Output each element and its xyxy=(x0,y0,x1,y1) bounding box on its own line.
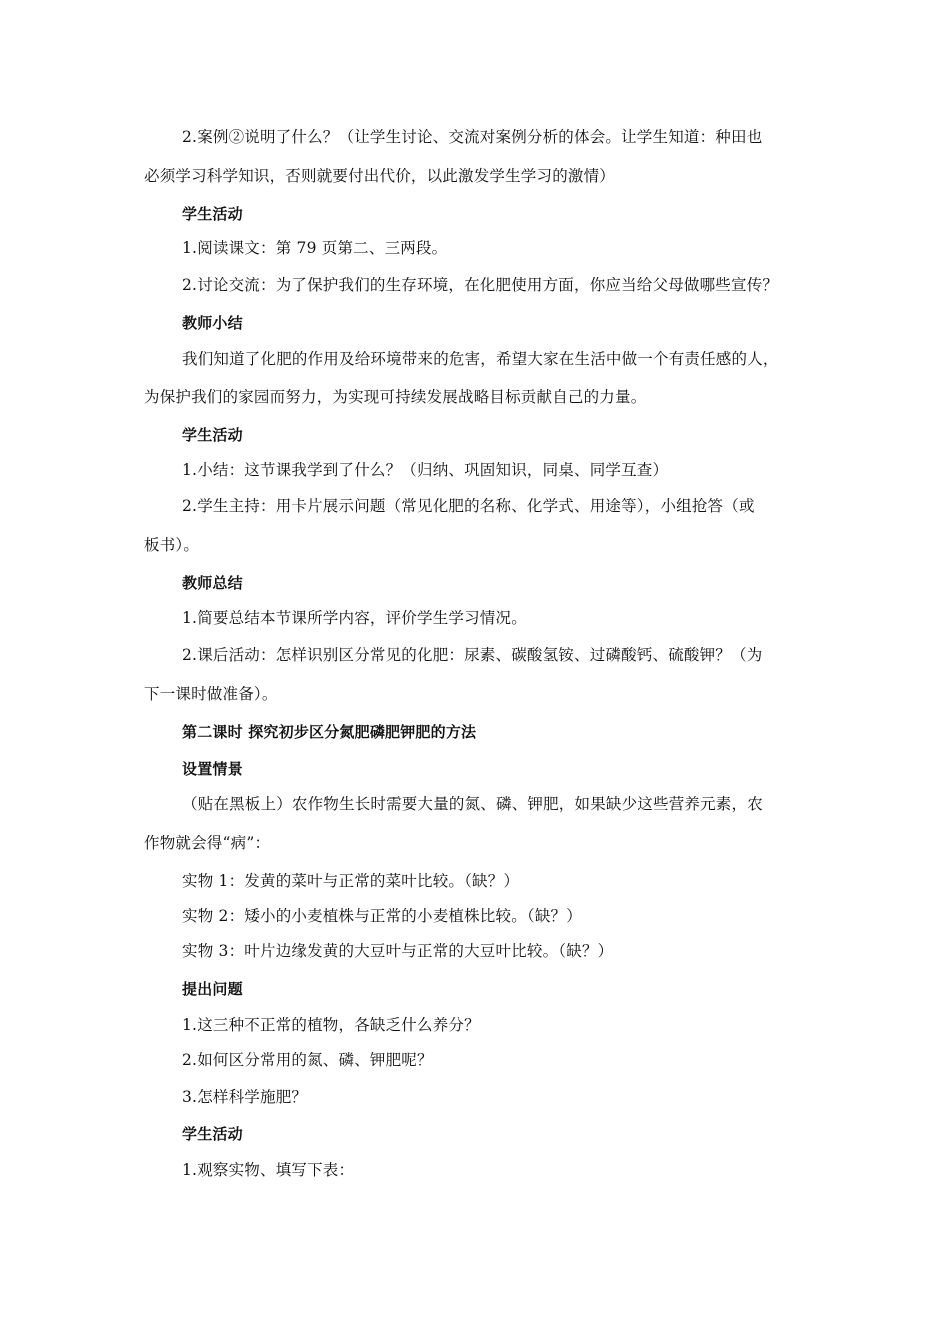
section-heading: 设置情景 xyxy=(182,760,243,778)
paragraph-line: 实物 2：矮小的小麦植株与正常的小麦植株比较。（缺？） xyxy=(182,907,582,925)
paragraph-line: 1.阅读课文：第 79 页第二、三两段。 xyxy=(182,239,448,257)
paragraph-line: 1.观察实物、填写下表： xyxy=(182,1161,355,1179)
paragraph-line: 1.小结：这节课我学到了什么？（归纳、巩固知识，同桌、同学互查） xyxy=(182,461,669,479)
paragraph-line: 板书）。 xyxy=(144,536,200,554)
paragraph-line: 2.案例②说明了什么？（让学生讨论、交流对案例分析的体会。让学生知道：种田也 xyxy=(182,128,763,146)
paragraph-line: 2.课后活动：怎样识别区分常见的化肥：尿素、碳酸氢铵、过磷酸钙、硫酸钾？（为 xyxy=(182,646,763,664)
section-heading: 教师小结 xyxy=(182,314,243,332)
section-heading: 提出问题 xyxy=(182,980,243,998)
paragraph-line: 为保护我们的家园而努力，为实现可持续发展战略目标贡献自己的力量。 xyxy=(144,388,647,406)
paragraph-line: 1.这三种不正常的植物，各缺乏什么养分？ xyxy=(182,1016,480,1034)
lesson-heading: 第二课时 探究初步区分氮肥磷肥钾肥的方法 xyxy=(182,723,477,741)
section-heading: 学生活动 xyxy=(182,205,243,223)
section-heading: 学生活动 xyxy=(182,1125,243,1143)
section-heading: 学生活动 xyxy=(182,426,243,444)
paragraph-line: 实物 1：发黄的菜叶与正常的菜叶比较。（缺？） xyxy=(182,872,520,890)
section-heading: 教师总结 xyxy=(182,574,243,592)
paragraph-line: 下一课时做准备）。 xyxy=(144,685,278,703)
paragraph-line: 1.简要总结本节课所学内容，评价学生学习情况。 xyxy=(182,609,527,627)
paragraph-line: 必须学习科学知识，否则就要付出代价，以此激发学生学习的激情） xyxy=(144,167,616,185)
paragraph-line: 2.讨论交流：为了保护我们的生存环境，在化肥使用方面，你应当给父母做哪些宣传？ xyxy=(182,276,779,294)
paragraph-line: 2.学生主持：用卡片展示问题（常见化肥的名称、化学式、用途等），小组抢答（或 xyxy=(182,497,755,515)
paragraph-line: 3.怎样科学施肥？ xyxy=(182,1088,308,1106)
paragraph-line: 作物就会得“病”： xyxy=(144,834,271,852)
paragraph-line: 2.如何区分常用的氮、磷、钾肥呢？ xyxy=(182,1051,433,1069)
paragraph-line: （贴在黑板上）农作物生长时需要大量的氮、磷、钾肥，如果缺少这些营养元素，农 xyxy=(182,795,763,813)
paragraph-line: 实物 3：叶片边缘发黄的大豆叶与正常的大豆叶比较。（缺？） xyxy=(182,942,614,960)
paragraph-line: 我们知道了化肥的作用及给环境带来的危害，希望大家在生活中做一个有责任感的人， xyxy=(182,350,779,368)
